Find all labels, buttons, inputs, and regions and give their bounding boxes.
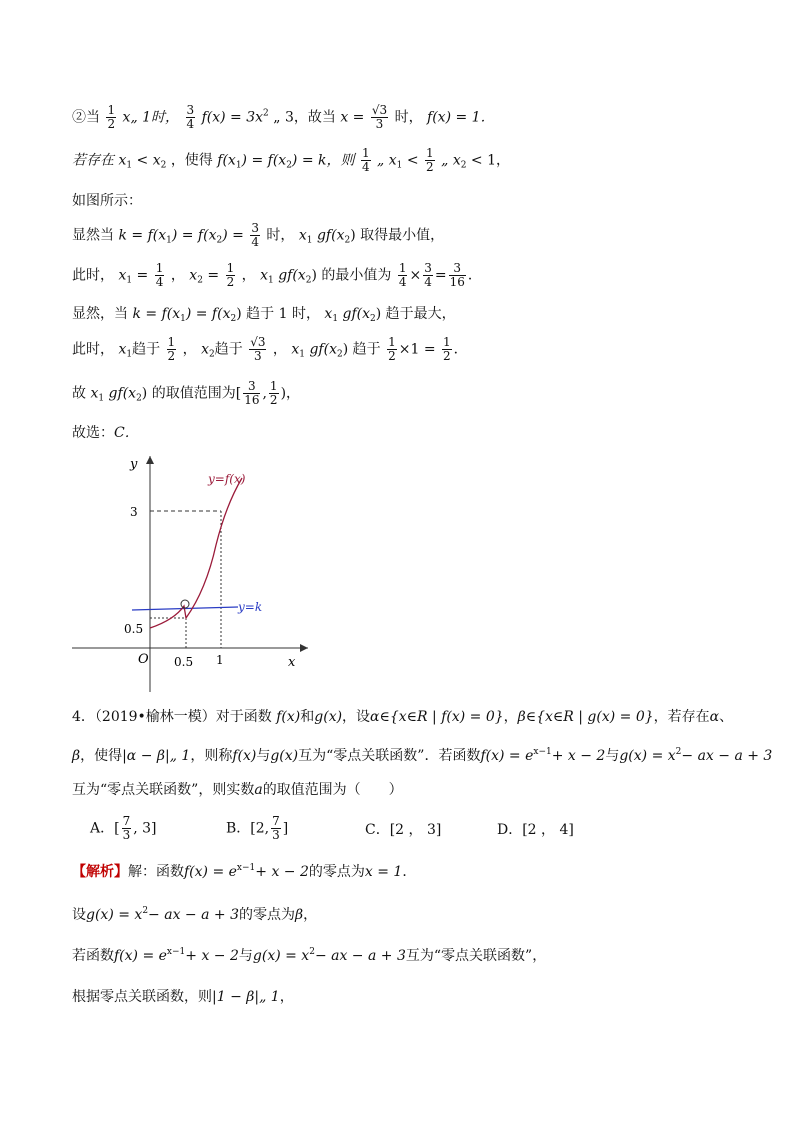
fraction-7-3: $\frac{7}{3}$ xyxy=(122,814,131,842)
tick-label-3: 3 xyxy=(130,505,138,519)
text: 互为“零点关联函数”， xyxy=(405,948,547,964)
fraction-three-quarters: $\frac{3}{4}$ xyxy=(424,261,432,289)
text: ． xyxy=(402,864,417,880)
option-c[interactable] xyxy=(365,819,441,839)
math: x xyxy=(189,267,198,284)
text: ， xyxy=(272,341,287,358)
fraction-quarter: $\frac{1}{4}$ xyxy=(361,146,370,174)
origin-label: O xyxy=(138,652,149,667)
analysis-line-2 xyxy=(72,904,317,924)
solution-line-7: 此时， $x_1$趋于 $\frac{1}{2}$ ， $x_2$趋于 $\frac{√3}{3}$ ， $x_1$ $gf(x_2)$ 趋于 $\frac{1}{2}$ ×1 = $\frac{1}{2}$ ． xyxy=(72,335,468,363)
option-b[interactable] xyxy=(226,815,288,842)
superscript: 2 xyxy=(142,906,149,916)
math: 若存在 x xyxy=(72,152,127,169)
math: = xyxy=(207,267,220,284)
solution-line-9 xyxy=(72,422,139,442)
fraction-half: $\frac{1}{2}$ xyxy=(269,379,278,407)
fraction-three-quarters: $\frac{3}{4}$ xyxy=(186,103,195,131)
option-a-label-end: , 3] xyxy=(133,820,157,837)
math: ) = xyxy=(222,227,244,244)
math: a xyxy=(254,782,263,798)
function-graph xyxy=(66,450,316,700)
math: |1 − β|„ 1 xyxy=(212,989,280,1005)
text: 互为“零点关联函数”，则实数 xyxy=(72,782,255,798)
option-b-label-end: ] xyxy=(282,820,289,837)
math: f(x) = 1． xyxy=(427,109,495,126)
solution-line-4: 显然当 $k = f(x_1) = f(x_2)$ = $\frac{3}{4}$ 时， $x_1$ $gf(x_2)$ 取得最小值， xyxy=(72,221,445,249)
text: ，则称 xyxy=(190,748,233,764)
fraction-three-quarters: $\frac{3}{4}$ xyxy=(251,221,259,249)
analysis-line-4 xyxy=(72,986,294,1006)
math: β xyxy=(295,907,304,923)
math: „ x xyxy=(441,152,461,169)
y-axis-arrow xyxy=(146,456,154,464)
analysis-line-1 xyxy=(72,861,416,881)
math: k = f(x xyxy=(132,306,181,322)
fraction-half: $\frac{1}{2}$ xyxy=(426,146,434,174)
math: ) = k，则 xyxy=(291,152,355,169)
text: ． xyxy=(453,341,468,358)
text: 的取值范围为（ ） xyxy=(262,782,403,798)
math: x = 1 xyxy=(364,864,403,880)
text: 与 xyxy=(605,748,620,764)
text: 若函数 xyxy=(72,948,114,964)
math: g(x) xyxy=(270,748,299,764)
superscript: x−1 xyxy=(236,863,256,873)
text: ， xyxy=(503,709,518,725)
fraction-quarter: $\frac{1}{4}$ xyxy=(398,261,407,289)
text: 4．（2019•榆林一模）对于函数 xyxy=(72,709,272,725)
math: β xyxy=(72,748,81,764)
math: x xyxy=(201,341,209,358)
text: 的零点为 xyxy=(239,907,295,923)
math: gf(x xyxy=(342,306,371,322)
text: ) 趋于 1 时， xyxy=(236,306,320,322)
text: 如图所示： xyxy=(72,193,142,209)
math: x xyxy=(298,227,307,244)
math: g(x) = x xyxy=(252,948,310,964)
math: f(x) xyxy=(276,709,301,725)
text: ) 趋于最大， xyxy=(375,306,456,322)
text: ) 取得最小值， xyxy=(350,227,445,244)
fraction-half: $\frac{1}{2}$ xyxy=(107,103,116,131)
math: < xyxy=(406,152,419,169)
text: 的零点为 xyxy=(308,864,365,880)
math: x xyxy=(324,306,333,322)
fraction-half: $\frac{1}{2}$ xyxy=(226,261,235,289)
text: ， xyxy=(241,267,256,284)
y-axis-label: y xyxy=(130,457,138,472)
solution-line-5: 此时， $x_1$ = $\frac{1}{4}$ ， $x_2$ = $\frac{1}{2}$ ， $x_1$ $gf(x_2)$ 的最小值为 $\frac{1}{4}$ × $\frac{3}{4}$ = $\frac{3}{16}$ ． xyxy=(72,261,482,289)
math: ) = f(x xyxy=(241,152,287,169)
math: f(x) = e xyxy=(184,864,237,880)
text: ， xyxy=(303,907,318,923)
text: 互为“零点关联函数”．若函数 xyxy=(298,748,481,764)
problem4-line-1 xyxy=(72,706,733,726)
text: ． xyxy=(467,267,482,284)
math: [ xyxy=(235,385,242,402)
text: ) 的取值范围为 xyxy=(141,385,236,402)
text: ，使得 xyxy=(170,152,213,169)
math: ) = f(x xyxy=(171,227,217,244)
solution-line-8: 故 $x_1$ $gf(x_2)$ 的取值范围为[ $\frac{3}{16}$ , $\frac{1}{2}$ )， xyxy=(72,379,301,407)
math: f(x) xyxy=(232,748,257,764)
text: )， xyxy=(280,385,301,402)
math: = xyxy=(136,267,149,284)
fraction-3-16: $\frac{3}{16}$ xyxy=(449,261,465,289)
fraction-quarter: $\frac{1}{4}$ xyxy=(155,261,164,289)
math: β∈{x∈R | g(x) = 0} xyxy=(517,709,654,725)
math: − ax − a + 3 xyxy=(681,748,773,764)
math: , xyxy=(262,385,267,402)
text: 此时， xyxy=(72,267,114,284)
text: ②当 xyxy=(72,109,100,126)
tick-label-05-y: 0.5 xyxy=(124,622,144,636)
text: 与 xyxy=(256,748,271,764)
text: 根据零点关联函数，则 xyxy=(72,989,212,1005)
text: 时， xyxy=(394,109,423,126)
text: ，若存在 xyxy=(653,709,710,725)
math: x xyxy=(90,385,99,402)
superscript: 2 xyxy=(309,947,315,957)
solution-line-2: 若存在 $x_1 < x_2$ ，使得 $f(x_1) = f(x_2) = k$，则 $\frac{1}{4}$ „ $x_1$ < $\frac{1}{2}$ „ $x_2 < 1$， xyxy=(72,146,511,174)
fraction-7-3: $\frac{7}{3}$ xyxy=(272,814,280,842)
option-d[interactable] xyxy=(497,819,574,839)
problem4-line-2 xyxy=(72,745,772,765)
math: „ x xyxy=(377,152,397,169)
math: α xyxy=(709,709,720,725)
text: ，使得 xyxy=(80,748,123,764)
text: 解：函数 xyxy=(128,864,184,880)
curve-label: y=f(x) xyxy=(208,472,246,486)
text: ， xyxy=(170,267,185,284)
math: f(x xyxy=(217,152,236,169)
superscript: x−1 xyxy=(166,947,186,957)
math: x xyxy=(260,267,269,284)
math: < x xyxy=(136,152,161,169)
math: < 1， xyxy=(470,152,511,169)
math: + x − 2 xyxy=(255,864,309,880)
math: α∈{x∈R | f(x) = 0} xyxy=(370,709,504,725)
math: gf(x xyxy=(309,341,337,358)
math: x xyxy=(291,341,300,358)
math: x = xyxy=(340,109,365,126)
text: 、 xyxy=(719,709,734,725)
math: k = f(x xyxy=(118,227,167,244)
option-d-label: D．[2 ， 4] xyxy=(497,822,574,838)
math: x xyxy=(118,341,127,358)
math: + x − 2 xyxy=(551,748,606,764)
math: ) = f(x xyxy=(185,306,231,322)
text: 此时， xyxy=(72,341,114,358)
math: g(x) xyxy=(314,709,343,725)
math: + x − 2 xyxy=(185,948,239,964)
solution-line-1 xyxy=(72,104,495,131)
option-a-label: A．[ xyxy=(90,820,120,837)
option-c-label: C．[2 ， 3] xyxy=(365,822,442,838)
text: 和 xyxy=(300,709,315,725)
tick-label-1: 1 xyxy=(216,653,224,667)
math: × xyxy=(409,267,422,284)
superscript: 2 xyxy=(675,747,682,757)
x-axis-arrow xyxy=(300,644,308,652)
analysis-line-3 xyxy=(72,945,546,965)
fraction-half: $\frac{1}{2}$ xyxy=(388,335,396,363)
math: gf(x xyxy=(108,385,137,402)
superscript: x−1 xyxy=(533,747,552,757)
text: 与 xyxy=(238,948,253,964)
text: 设 xyxy=(72,907,86,923)
math: gf(x xyxy=(278,267,306,284)
open-point xyxy=(181,600,189,608)
math: x xyxy=(118,267,127,284)
text: 故 xyxy=(72,385,86,402)
text: 显然当 xyxy=(72,227,114,244)
text: 故选： xyxy=(72,425,114,441)
math: g(x) = x xyxy=(619,748,676,764)
curve-f xyxy=(150,478,242,628)
math: f(x) = e xyxy=(480,748,534,764)
problem4-line-3 xyxy=(72,779,403,799)
math: gf(x xyxy=(316,227,345,244)
text: 趋于 xyxy=(214,341,243,358)
option-b-label: B．[2, xyxy=(226,820,270,837)
fraction-half: $\frac{1}{2}$ xyxy=(167,335,176,363)
text: x„ 1时， xyxy=(122,109,180,126)
text: 趋于 xyxy=(132,341,161,358)
tick-label-05-x: 0.5 xyxy=(174,655,194,669)
fraction-half: $\frac{1}{2}$ xyxy=(443,335,451,363)
math: |α − β|„ 1 xyxy=(122,748,191,764)
text: ) 的最小值为 xyxy=(311,267,392,284)
superscript: 2 xyxy=(263,108,269,119)
answer: C． xyxy=(114,425,139,441)
math: − ax − a + 3 xyxy=(314,948,406,964)
x-axis-label: x xyxy=(288,655,296,670)
math: f(x) = e xyxy=(114,948,167,964)
line-label: y=k xyxy=(238,600,263,614)
text: ， xyxy=(279,989,294,1005)
text: 时， xyxy=(266,227,295,244)
text: ) 趋于 xyxy=(342,341,381,358)
text: ， xyxy=(182,341,197,358)
math: = xyxy=(434,267,447,284)
analysis-tag: 【解析】 xyxy=(72,864,128,880)
text: 显然，当 xyxy=(72,306,128,322)
option-a[interactable] xyxy=(90,815,157,842)
solution-line-3 xyxy=(72,190,142,210)
text: „ 3，故当 xyxy=(273,109,336,126)
math: f(x) = 3x xyxy=(201,109,264,126)
math: − ax − a + 3 xyxy=(148,907,239,923)
math: g(x) = x xyxy=(86,907,143,923)
math: ×1 = xyxy=(398,341,436,358)
text: ，设 xyxy=(342,709,371,725)
fraction-sqrt3-over-3: $\frac{√3}{3}$ xyxy=(371,103,388,131)
fraction-sqrt3-over-3: $\frac{√3}{3}$ xyxy=(250,335,266,363)
solution-line-6: 显然，当 $k = f(x_1) = f(x_2)$ 趋于 1 时， $x_1$ $gf(x_2)$ 趋于最大， xyxy=(72,306,456,324)
fraction-3-16: $\frac{3}{16}$ xyxy=(244,379,260,407)
